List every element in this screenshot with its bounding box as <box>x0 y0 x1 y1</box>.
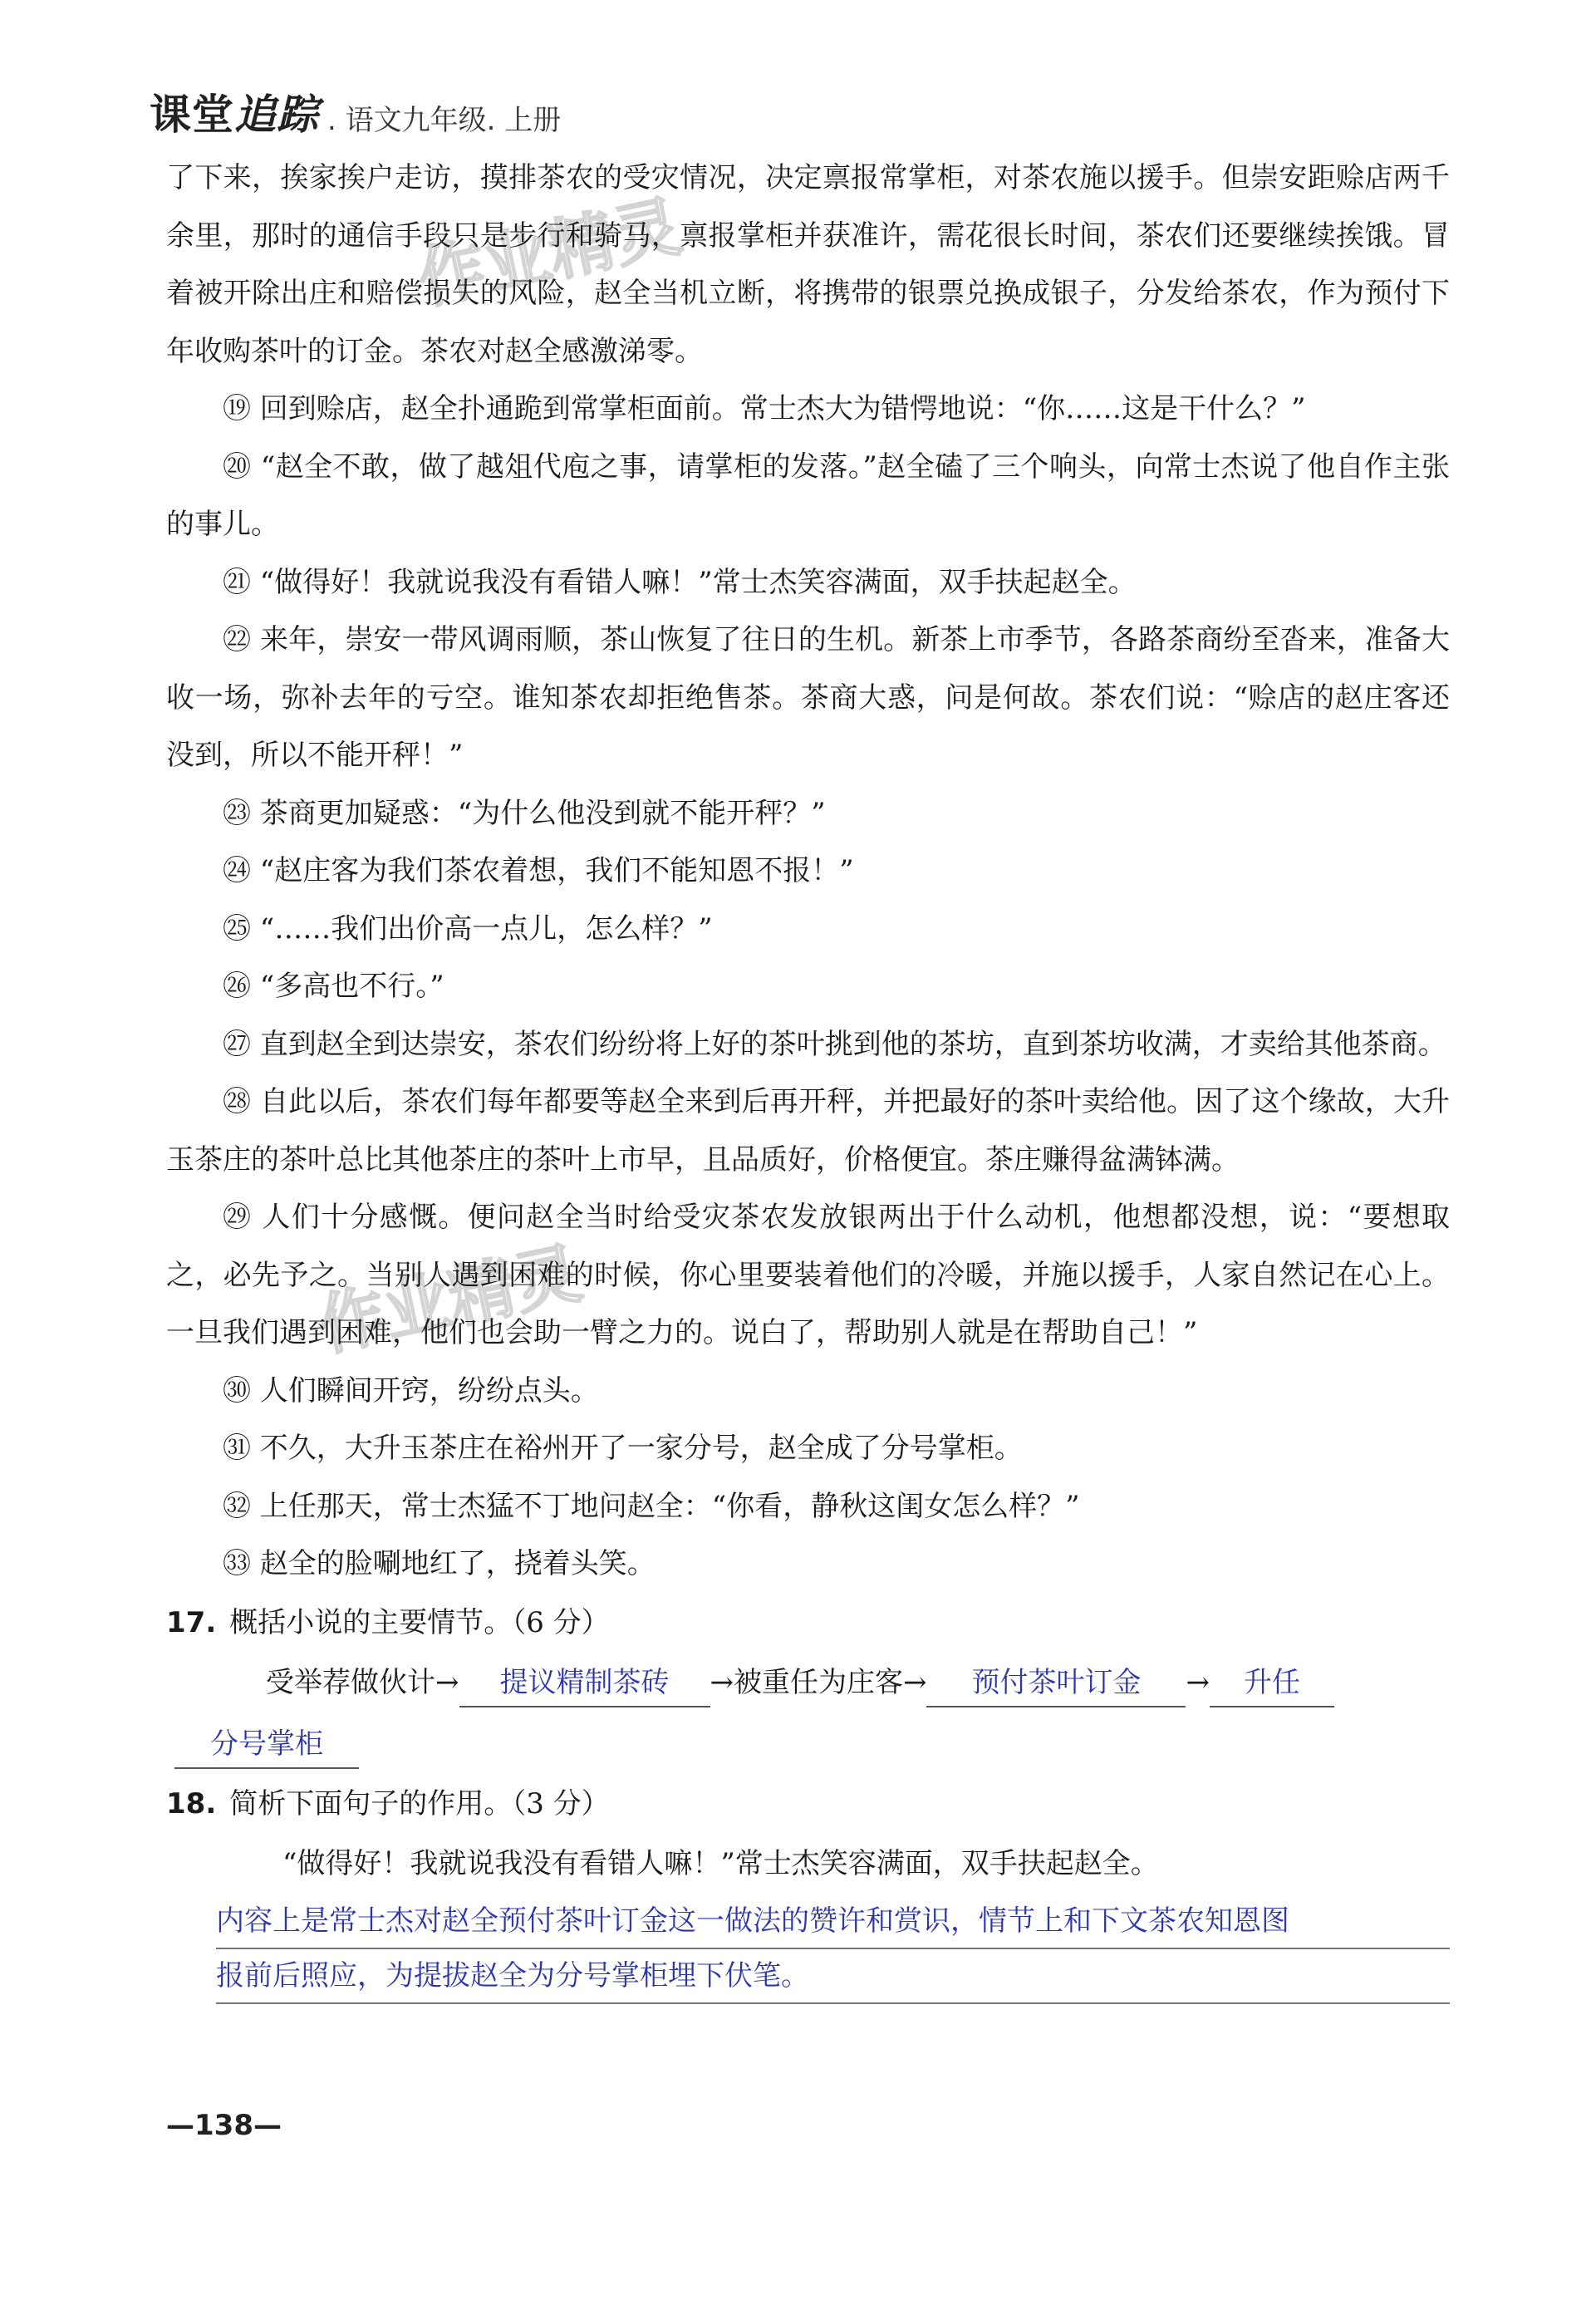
story-paragraph: ㉗ 直到赵全到达崇安，茶农们纷纷将上好的茶叶挑到他的茶坊，直到茶坊收满，才卖给其他茶商。 <box>223 1027 1446 1061</box>
question-18-prompt <box>166 1775 1450 1833</box>
answer-blank-3a[interactable]: 升任 <box>1210 1659 1334 1707</box>
story-paragraph: ⑲ 回到赊店，赵全扑通跪到常掌柜面前。常士杰大为错愕地说：“你……这是干什么？” <box>223 392 1306 425</box>
answer-blank-1[interactable]: 提议精制茶砖 <box>459 1659 710 1707</box>
story-paragraph: 了下来，挨家挨户走访，摸排茶农的受灾情况，决定禀报常掌柜，对茶农施以援手。但崇安距赊店两千余里，那时的通信手段只是步行和骑马，禀报掌柜并获准许，需花很长时间，茶农们还要继续挨饿。冒着被开除出庄和赔偿损失的风险，赵全当机立断，将携带的银票兑换成银子，分发给茶农，作为预付下年收购茶叶的订金。茶农对赵全感激涕零。 <box>166 161 1450 368</box>
page-number: —138— <box>166 2109 282 2142</box>
brand-logo <box>150 81 319 141</box>
story-paragraph: ㉙ 人们十分感慨。便问赵全当时给受灾茶农发放银两出于什么动机，他想都没想，说：“要想取之，必先予之。当别人遇到困难的时候，你心里要装着他们的冷暖，并施以援手，人家自然记在心上。一旦我们遇到困难，他们也会助一臂之力的。说白了，帮助别人就是在帮助自己！” <box>166 1201 1450 1349</box>
answer-line-1[interactable]: 内容上是常士杰对赵全预付茶叶订金这一做法的赞许和赏识，情节上和下文茶农知恩图 <box>216 1894 1450 1949</box>
question-number: 18. <box>166 1786 217 1820</box>
question-number: 17. <box>166 1605 217 1639</box>
story-paragraph: ㉜ 上任那天，常士杰猛不丁地问赵全：“你看，静秋这闺女怎么样？” <box>223 1489 1080 1523</box>
plot-flow <box>210 1652 1450 1775</box>
book-subtitle: . 语文九年级. 上册 <box>327 104 562 137</box>
main-content <box>166 150 1450 2004</box>
story-paragraph: ㉘ 自此以后，茶农们每年都要等赵全来到后再开秤，并把最好的茶叶卖给他。因了这个缘故，大升玉茶庄的茶叶总比其他茶庄的茶叶上市早，且品质好，价格便宜。茶庄赚得盆满钵满。 <box>166 1085 1450 1177</box>
story-paragraph: ⑳ “赵全不敢，做了越俎代庖之事，请掌柜的发落。”赵全磕了三个响头，向常士杰说了他自作主张的事儿。 <box>166 450 1450 541</box>
story-paragraph: ㉚ 人们瞬间开窍，纷纷点头。 <box>223 1373 599 1408</box>
watermark: 作业精灵 <box>411 187 688 319</box>
story-text <box>166 150 1450 1594</box>
story-paragraph: ㉖ “多高也不行。” <box>223 970 444 1003</box>
answer-blank-3b[interactable]: 分号掌柜 <box>174 1721 359 1769</box>
plot-step: →被重任为庄客→ <box>710 1665 927 1699</box>
page-header <box>150 83 561 141</box>
story-paragraph: ㉔ “赵庄客为我们茶农着想，我们不能知恩不报！” <box>223 854 854 887</box>
answer-blank-2[interactable]: 预付茶叶订金 <box>926 1659 1186 1707</box>
story-paragraph: ㉒ 来年，崇安一带风调雨顺，茶山恢复了往日的生机。新茶上市季节，各路茶商纷至沓来，准备大收一场，弥补去年的亏空。谁知茶农却拒绝售茶。茶商大惑，问是何故。茶农们说：“赊店的赵庄客还没到，所以不能开秤！” <box>166 623 1450 772</box>
plot-arrow: → <box>1186 1665 1210 1699</box>
story-paragraph: ㉕ “……我们出价高一点儿，怎么样？” <box>223 911 713 946</box>
brand-part-b: 追踪 <box>234 91 319 139</box>
brand-part-a: 课堂 <box>150 91 234 139</box>
story-paragraph: ㉝ 赵全的脸唰地红了，挠着头笑。 <box>223 1547 656 1580</box>
story-paragraph: ㉛ 不久，大升玉茶庄在裕州开了一家分号，赵全成了分号掌柜。 <box>223 1432 1023 1465</box>
plot-step: 受举荐做伙计→ <box>266 1665 459 1699</box>
quoted-sentence: “做得好！我就说我没有看错人嘛！”常士杰笑容满面，双手扶起赵全。 <box>282 1846 1159 1880</box>
answer-line-2[interactable]: 报前后照应，为提拔赵全为分号掌柜埋下伏笔。 <box>216 1949 1450 2004</box>
question-17-prompt <box>166 1594 1450 1652</box>
question-text: 简析下面句子的作用。（3 分） <box>229 1786 610 1820</box>
question-text: 概括小说的主要情节。（6 分） <box>229 1605 610 1639</box>
answer-area[interactable] <box>216 1894 1450 2004</box>
story-paragraph: ㉓ 茶商更加疑惑：“为什么他没到就不能开秤？” <box>223 796 826 830</box>
story-paragraph: ㉑ “做得好！我就说我没有看错人嘛！”常士杰笑容满面，双手扶起赵全。 <box>223 565 1137 599</box>
watermark: 作业精灵 <box>312 1234 588 1366</box>
